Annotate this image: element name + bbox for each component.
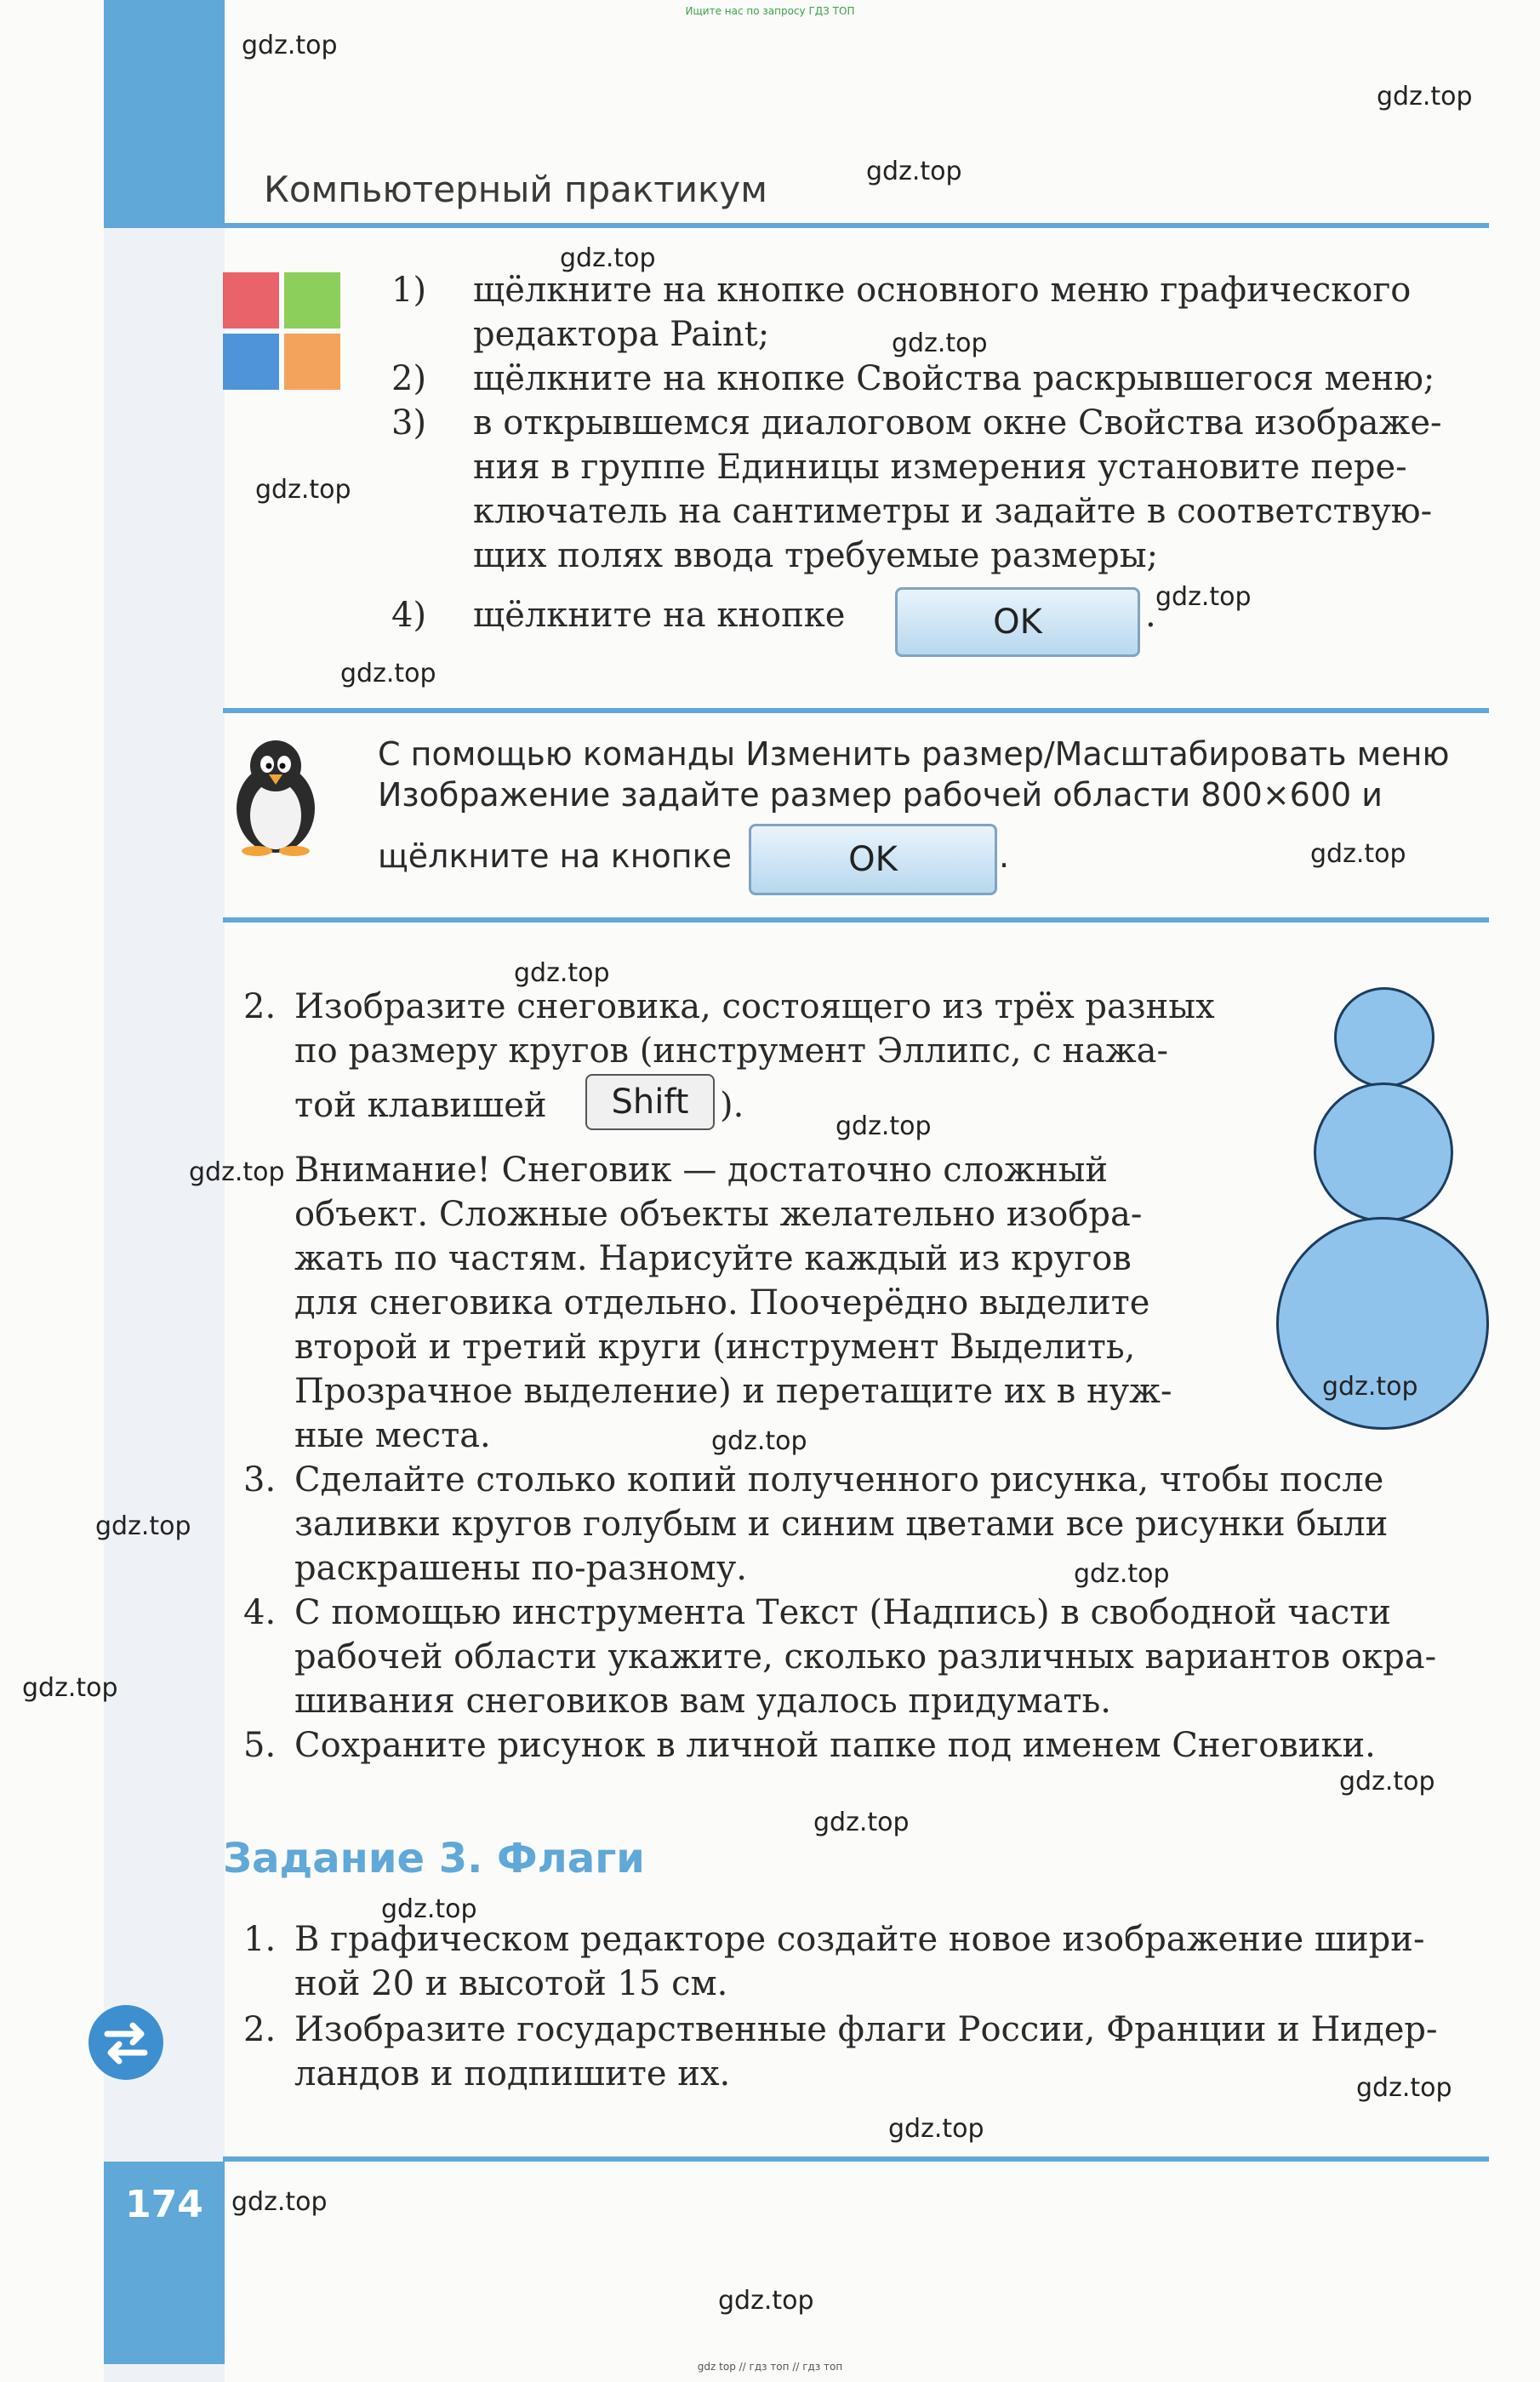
footer-rule [223, 2156, 1489, 2162]
watermark: gdz.top [1310, 839, 1406, 869]
watermark: gdz.top [1074, 1559, 1170, 1589]
watermark: gdz.top [718, 2286, 814, 2316]
tip-after: . [999, 837, 1010, 875]
item-4-line-2: рабочей области укажите, сколько различных вариантов окра- [294, 1637, 1437, 1677]
item-2-line-3: той клавишей [294, 1086, 547, 1125]
item-number: 3. [243, 1460, 277, 1499]
paint-logo-icon [223, 272, 342, 391]
watermark: gdz.top [1356, 2073, 1452, 2103]
watermark: gdz.top [231, 2187, 328, 2217]
top-search-note: Ищите нас по запросу ГДЗ ТОП [685, 5, 855, 17]
item-number: 2. [243, 987, 277, 1026]
ok-button[interactable]: OK [749, 824, 997, 895]
item-3-line-2: заливки кругов голубым и синим цветами все рисунки были [294, 1505, 1389, 1544]
watermark: gdz.top [711, 1426, 807, 1456]
item-4-line-1: С помощью инструмента Текст (Надпись) в свободной части [294, 1593, 1391, 1632]
step-4-text: щёлкните на кнопке [473, 596, 846, 635]
tip-line-1: С помощью команды Изменить размер/Масштабировать меню [378, 735, 1450, 773]
shift-key: Shift [585, 1074, 715, 1130]
tip-line-2: Изображение задайте размер рабочей области 800×600 и [378, 776, 1383, 814]
item-2-after: ). [720, 1086, 744, 1125]
watermark: gdz.top [866, 157, 962, 186]
swap-arrows-icon[interactable] [88, 2005, 163, 2080]
task3-item-2-line-2: ландов и подпишите их. [294, 2054, 731, 2094]
note-line-7: ные места. [294, 1416, 491, 1455]
item-3-line-3: раскрашены по-разному. [294, 1549, 748, 1588]
bottom-note: gdz top // гдз топ // гдз топ [697, 2361, 843, 2373]
page-number: 174 [125, 2183, 203, 2226]
step-3-line-4: щих полях ввода требуемые размеры; [473, 536, 1159, 575]
watermark: gdz.top [242, 31, 338, 60]
header-color-strip [104, 0, 225, 223]
note-line-3: жать по частям. Нарисуйте каждый из кругов [294, 1239, 1132, 1278]
watermark: gdz.top [95, 1511, 191, 1541]
watermark: gdz.top [514, 958, 610, 988]
penguin-icon [223, 737, 328, 856]
step-1-line-2: редактора Paint; [473, 315, 770, 354]
watermark: gdz.top [340, 659, 436, 688]
watermark: gdz.top [1377, 82, 1473, 111]
item-5-line-1: Сохраните рисунок в личной папке под именем Снеговики. [294, 1726, 1376, 1765]
tip-top-rule [223, 708, 1489, 713]
watermark: gdz.top [22, 1673, 118, 1703]
watermark: gdz.top [255, 475, 351, 505]
step-number: 2) [391, 359, 427, 398]
watermark: gdz.top [813, 1808, 910, 1837]
snowman-middle [1314, 1082, 1453, 1222]
note-line-2: объект. Сложные объекты желательно изобра- [294, 1195, 1143, 1234]
item-2-line-1: Изобразите снеговика, состоящего из трёх разных [294, 987, 1215, 1026]
item-number: 4. [243, 1593, 277, 1632]
watermark: gdz.top [189, 1157, 285, 1187]
watermark: gdz.top [1155, 582, 1252, 612]
task3-item-1-line-1: В графическом редакторе создайте новое изображение шири- [294, 1920, 1425, 1959]
step-3-line-1: в открывшемся диалоговом окне Свойства изображе- [473, 403, 1442, 443]
note-line-4: для снеговика отдельно. Поочерёдно выделите [294, 1283, 1150, 1322]
item-number: 2. [243, 2010, 277, 2049]
step-3-line-3: ключатель на сантиметры и задайте в соответствую- [473, 492, 1433, 531]
watermark: gdz.top [836, 1111, 932, 1141]
watermark: gdz.top [1339, 1767, 1435, 1796]
header-rule [104, 223, 1489, 228]
item-number: 5. [243, 1726, 277, 1765]
watermark: gdz.top [1322, 1372, 1418, 1402]
section-title: Компьютерный практикум [264, 169, 767, 210]
step-number: 1) [391, 271, 427, 310]
tip-line-3: щёлкните на кнопке [378, 837, 732, 875]
item-4-line-3: шивания снеговиков вам удалось придумать. [294, 1682, 1112, 1721]
watermark: gdz.top [381, 1894, 477, 1924]
step-3-line-2: ния в группе Единицы измерения установите пере- [473, 448, 1407, 487]
note-line-6: Прозрачное выделение) и перетащите их в нуж- [294, 1372, 1172, 1411]
ok-button[interactable]: OK [895, 587, 1140, 657]
step-4-after: . [1145, 596, 1156, 635]
task-3-heading: Задание 3. Флаги [223, 1835, 645, 1882]
watermark: gdz.top [560, 243, 656, 273]
snowman-head [1334, 987, 1434, 1088]
step-1-line-1: щёлкните на кнопке основного меню графического [473, 271, 1412, 310]
watermark: gdz.top [888, 2114, 984, 2144]
note-line-1: Внимание! Снеговик — достаточно сложный [294, 1151, 1109, 1190]
step-2-line-1: щёлкните на кнопке Свойства раскрывшегося меню; [473, 359, 1435, 398]
note-line-5: второй и третий круги (инструмент Выделить, [294, 1328, 1136, 1367]
step-number: 4) [391, 596, 427, 635]
task3-item-2-line-1: Изобразите государственные флаги России, Франции и Нидер- [294, 2010, 1438, 2049]
tip-bottom-rule [223, 917, 1489, 923]
task3-item-1-line-2: ной 20 и высотой 15 см. [294, 1964, 728, 2003]
item-number: 1. [243, 1920, 277, 1959]
item-2-line-2: по размеру кругов (инструмент Эллипс, с нажа- [294, 1031, 1169, 1071]
step-number: 3) [391, 403, 427, 443]
watermark: gdz.top [892, 328, 988, 358]
item-3-line-1: Сделайте столько копий полученного рисунка, чтобы после [294, 1460, 1384, 1499]
